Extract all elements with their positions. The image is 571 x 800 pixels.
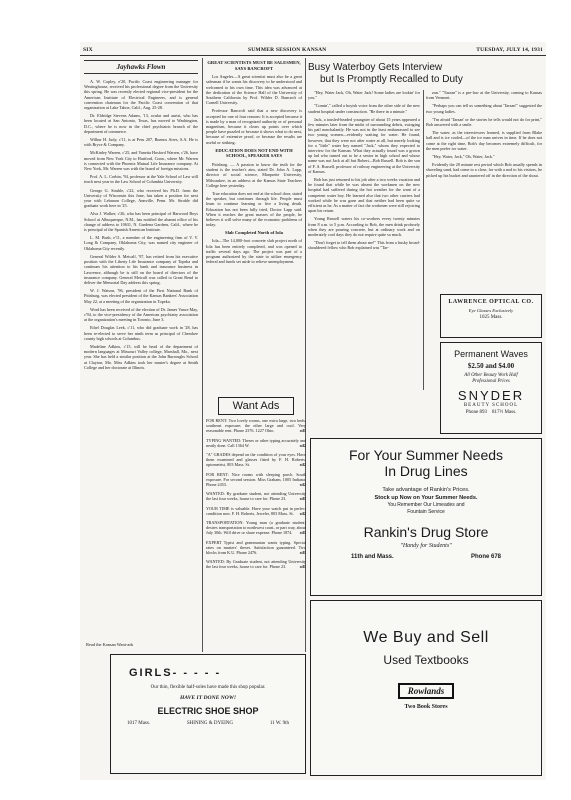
want-ad-item: TYPING WANTED: Theses or other typing accurately and neatly done. Call 1364 W. stl2 bbox=[206, 437, 306, 448]
snyder-name: SNYDER bbox=[457, 388, 525, 403]
snyder-prices: $2.50 and $4.00 bbox=[467, 362, 515, 370]
snyder-phone: Phone 893 bbox=[465, 410, 487, 415]
want-ad-item: "A" GRADES depend on the condition of your eyes. Have them examined and glasses fitted by F. H. Roberts, optometrist, 803 Mass. St. stl2 bbox=[206, 452, 306, 468]
books-line-1: We Buy and Sell bbox=[363, 629, 489, 646]
page-number: SIX bbox=[83, 47, 93, 53]
waterboy-paragraph: Young Russell waters his co-workers every twenty minutes from 8 a.m. to 5 p.m. According to Bob, the men drink profusely when they are pouring concrete, but at ordinary work and on moderately cool days they do not require quite so much. bbox=[308, 216, 420, 238]
jayhawks-paragraph: McKinley Warren, c'25, and Vanetta Hosford Warren, c'26, have moved from New York City to Hartford, Conn., where Mr. Warren is connected with the Phoenix Mutual Life Insurance company. At New York, Mr. Warren was with the board of foreign missions. bbox=[84, 150, 198, 172]
waterboy-paragraph: "Hey, Water Jack, Oh, Water Jack! Some ladies are lookin' for you." bbox=[308, 90, 420, 101]
want-ad-item: FOR RENT: Two lovely rooms, one extra large, two beds, southeast exposure; the other large and cool. Very reasonable rent. Phone 2376. 1227 Ohio. stl1 bbox=[206, 418, 306, 434]
shoe-ad-title: GIRLS- - - - - bbox=[129, 667, 222, 679]
waterboy-paragraph: The water, as the interviewers learned, is supplied from Blake hall and is ice cooled—of the ice man arrives in time. If he does not come at the right time, Bob's day becomes extremely difficult, for the men prefer ice water. bbox=[426, 130, 542, 151]
education-paragraph: Pittsburg. — A passion to know the truth for the student is the teacher's aim, stated Dr. John A. Lapp, director of social science, Marquette University, Milwaukee, in an address at the Kansas State Teachers College here yesterday. bbox=[206, 162, 302, 188]
education-paragraph: True education does not end at the school door, stated the speaker, but continues through life. People must learn to continue learning or live a living death. Education has not been fully tried, Doctor Lapp said. When it reaches the great masses of the people, he believes it will solve many of the economic problems of today. bbox=[206, 191, 302, 228]
jayhawks-paragraph: Word has been received of the election of Dr. James Vance May, c'94, to the vice-presidency of the American psychiatry association at the organization's meeting in Toronto, June 3. bbox=[84, 306, 198, 323]
want-ad-item: WANTED: By Graduate student, not attending University the last four weeks, house to care for. Phone 23. stl1 bbox=[206, 559, 306, 570]
electric-shoe-ad bbox=[110, 654, 306, 774]
optical-tagline: Eye Glasses Exclusively bbox=[468, 308, 514, 313]
snyder-contact bbox=[441, 410, 541, 415]
read-want-ads-line: Read the Kansan Want-ads bbox=[86, 642, 134, 647]
lawrence-optical-ad bbox=[440, 294, 542, 338]
want-ads-heading: Want Ads bbox=[218, 397, 295, 415]
column-rule bbox=[202, 58, 203, 652]
want-ad-item: YOUR TIME is valuable. Have your watch put in perfect condition now. F. H. Roberts, Jeweler, 803 Mass. St. stl2 bbox=[206, 505, 306, 516]
jayhawks-paragraph: Prof. A. L. Corbin, '94, professor at the Yale School of Law will teach next year in the Law School of Columbia University. bbox=[84, 174, 198, 185]
masthead bbox=[80, 42, 546, 56]
waterboy-headline bbox=[308, 62, 544, 86]
jayhawks-paragraph: L. M. Bush, e'11, a member of the engineering firm of V. V. Long & Company, Oklahoma City, was named city engineer of Oklahoma City recently. bbox=[84, 235, 198, 251]
want-ad-item: TRANSPORTATION: Young man (a graduate student) desires transportation to northwest coast, or part way, about July 30th. Will drive or share expense. Phone 1874. stl1 bbox=[206, 520, 306, 536]
jayhawks-paragraph: W. J. Watson, '96, president of the First National Bank of Pittsburg, was elected president of the Kansas Bankers' Association May 22, at a meeting of the organization in Topeka. bbox=[84, 288, 198, 304]
jayhawks-paragraph: George G. Struble, c'22, who received his Ph.D. from the University of Wisconsin this June, has taken a position for next year with Lebanon College, Annville, Penn. Mr. Struble did graduate work here in '25. bbox=[84, 187, 198, 209]
snyder-tagline-1: All Other Beauty Work Half bbox=[464, 373, 518, 378]
optical-name: LAWRENCE OPTICAL CO. bbox=[448, 299, 534, 305]
want-ad-item: EXPERT Typist and grammarian wants typing. Special rates on masters' theses. Satisfaction guaranteed. Two blocks from K.U. Phone 2476. stl1 bbox=[206, 539, 306, 556]
column-rule bbox=[423, 90, 424, 390]
snyder-subname: BEAUTY SCHOOL bbox=[463, 403, 519, 408]
waterboy-paragraph: Evidently the 20 minute rest period which Bob usually spends in shoveling sand, had come to a close, for with a nod to his visitors, he picked up his bucket and sauntered off in the direction of the shout. bbox=[426, 162, 542, 178]
shoe-ad-line-2: HAVE IT DONE NOW! bbox=[180, 695, 236, 701]
snyder-beauty-ad bbox=[440, 342, 542, 434]
rowlands-books-ad bbox=[310, 600, 542, 776]
jayhawks-paragraph: Madeline Adkins, c'15, will be head of the department of modern languages at Missouri Valley college, Marshall, Mo., next year. She has held a similar position at the John Burroughs School at Clayton, Mo. Miss Adkins took her master's degree at Smith College and her doctorate at Illinois. bbox=[84, 343, 198, 370]
rankin-line-2: Stock up Now on Your Summer Needs. bbox=[374, 495, 478, 501]
waterboy-paragraph: "Don't forget to tell them about me!" This from a husky broad-shouldered fellow who Bob explained was "Tar- bbox=[308, 240, 420, 251]
books-stores: Two Book Stores bbox=[404, 704, 448, 710]
waterboy-headline-line1: Busy Waterboy Gets Interview bbox=[308, 62, 443, 73]
jayhawks-heading: Jayhawks Flown bbox=[84, 60, 198, 74]
waterboy-paragraph: zan." "Tarzan" is a pre-law at the University, coming to Kansas from Vermont. bbox=[426, 90, 542, 101]
rankin-line-1: Take advantage of Rankin's Prices. bbox=[382, 487, 470, 493]
rankin-slogan: "Handy for Students" bbox=[400, 543, 452, 549]
want-ad-item: WANTED: By graduate student, not attending University the last four weeks, house to care for. Phone 23. stl1 bbox=[206, 491, 306, 502]
waterboy-paragraph: "Hey, Water, Jack," Oh, Water, Jack." bbox=[432, 154, 495, 160]
want-ads-heading-wrap bbox=[206, 396, 306, 415]
want-ads-column bbox=[206, 418, 306, 650]
jayhawks-paragraph: Dr. Eldridge Stevens Adams, '13, ocular and aurist, who has been located at San Antonio, Texas, has moved to Washington, D.C., where he is now in the chief psychiatric branch of the department of commerce. bbox=[84, 113, 198, 134]
snyder-tagline-2: Professional Prices bbox=[472, 379, 510, 384]
waterboy-paragraph: Jack, a tousled-headed youngster of about 15 years appeared a few minutes later from the midst of surrounding debris, swinging his pail nonchalantly. He was not in the least embarrassed to see two young women—evidently waiting for water. He found, however, that they were not after water at all, but merely looking for a "little" water boy named "Jack," whom they expected to interview for the Kansan. What they actually found was a grown up lad who turned out to be a senior in high school and whose name was not Jack at all but Robert—Bob Russell. Bob is the son of F. A. Russell, professor of railway engineering at the University of Kansas. bbox=[308, 116, 420, 174]
issue-date: TUESDAY, JULY 14, 1931 bbox=[476, 47, 543, 53]
rankin-contact bbox=[311, 554, 541, 560]
jayhawks-paragraph: Ethel Douglas Leek, c'11, who did graduate work in '28, has been re-elected to serve her ninth term as principal of Cherokee county high schools at Columbus. bbox=[84, 325, 198, 341]
paper-title: SUMMER SESSION KANSAN bbox=[248, 47, 327, 53]
shoe-services: SHINING & DYEING bbox=[186, 721, 234, 726]
rankin-headline-2: In Drug Lines bbox=[384, 463, 468, 479]
rankin-headline-1: For Your Summer Needs bbox=[348, 447, 504, 463]
rankin-drug-ad bbox=[310, 438, 542, 596]
waterboy-paragraph: "Perhaps you can tell us something about 'Tarzan'" suggested the two young ladies. bbox=[426, 103, 542, 114]
waterboy-paragraph: Bob has just returned to his job after a two weeks vacation and he found that while he was absent the workmen on the new hospital had suffered during the hot weather for the want of a competent water boy. He learned also that two other carriers had worked while he was gone and that neither had been quite so efficient as he. As a matter of fact the workmen were still rejoicing upon his return. bbox=[308, 177, 420, 214]
rankin-line-3: You Remember Our Limeades and bbox=[387, 502, 465, 508]
rankin-address: 11th and Mass. bbox=[351, 554, 394, 560]
jayhawks-column bbox=[84, 60, 198, 650]
scientists-paragraph: Los Angeles—A great scientist must also be a great salesman if he wants his discovery to be understood and welcomed to his own time. This idea was advanced at the dedication of the Science Hall of the University of Southern California by Prof. Wilder D. Bancroft of Cornell University. bbox=[206, 74, 302, 106]
shoe-ad-line-1: Our thin, flexible half-soles have made this shop popular. bbox=[150, 685, 266, 690]
slab-paragraph: Iola—The 14,000-foot concrete slab project north of Iola has been entirely completed, and was opened to traffic several days ago. The project was part of a program authorized by the state to utilize emergency federal and funds set aside to relieve unemployment. bbox=[206, 238, 302, 265]
slab-heading: Slab Completed North of Iola bbox=[225, 230, 283, 236]
scientists-paragraph: Professor Bancroft said that a new discovery is accepted for one of four reasons: It is accepted because it is made by a man of recognized authority or of personal magnetism, because it clears up points over which people have puzzled or because it shows what to do next, because of extensive proof, or because the results are useful or striking. bbox=[206, 108, 302, 145]
newspaper-page bbox=[80, 42, 546, 780]
shoe-shop-contact bbox=[111, 721, 305, 726]
rankin-line-4: Fountain Service bbox=[407, 509, 445, 515]
rankin-store-name: Rankin's Drug Store bbox=[363, 524, 489, 540]
shoe-address-2: 11 W. 9th bbox=[269, 721, 289, 726]
scientists-heading: GREAT SCIENTISTS MUST BE SALESMEN, SAYS BANCROFT bbox=[207, 60, 301, 71]
jayhawks-paragraph: Wilbur H. Judy, c'11, is at Peru 207, Buenos Aires, S.A. He is with Bryce & Company. bbox=[84, 137, 198, 148]
jayhawks-paragraph: A. W. Copley, e'20, Pacific Coast engineering manager for Westinghouse, received his professional degree from the University this spring. He was recently elected regional vice-president for the American Institute of Electrical Engineers, and is general convention chairman for the Pacific Coast convention of that organization at Lake Tahoe, Calif., Aug. 25-28. bbox=[84, 79, 198, 111]
shoe-address-1: 1017 Mass. bbox=[127, 721, 151, 726]
books-line-2: Used Textbooks bbox=[383, 653, 469, 667]
snyder-title: Permanent Waves bbox=[454, 349, 528, 359]
education-heading: EDUCATION DOES NOT END WITH SCHOOL, SPEAKER SAYS bbox=[215, 147, 293, 159]
waterboy-headline-line2: but Is Promptly Recalled to Duty bbox=[320, 74, 463, 85]
waterboy-column-2 bbox=[426, 90, 542, 290]
rankin-phone: Phone 678 bbox=[470, 554, 501, 560]
waterboy-column-1 bbox=[308, 90, 420, 390]
science-column bbox=[206, 60, 302, 390]
waterboy-paragraph: "I'm afraid 'Tarzan' or the stories he tells would not do for print," Bob answered with a smile. bbox=[426, 116, 542, 128]
shoe-shop-name: ELECTRIC SHOE SHOP bbox=[157, 706, 259, 716]
waterboy-paragraph: "Comin'," called a boyish voice from the other side of the new student hospital under construction. "Be there in a minute." bbox=[308, 103, 420, 114]
want-ad-item: FOR RENT: Nice rooms with sleeping porch. South exposure. For second session. Miss Graham, 1005 Indiana. Phone 2453. stl2 bbox=[206, 471, 306, 488]
optical-address: 1025 Mass. bbox=[479, 315, 503, 320]
jayhawks-paragraph: Alva J. Walker, c'26, who has been principal of Harwood Boys School at Albuquerque, N.M., has notified the alumni office of his change of address to 10631, N. Gardena Gardens, Calif., where he is principal of the Spanish American Institute. bbox=[84, 211, 198, 233]
rowlands-logo: Rowlands bbox=[398, 683, 455, 699]
snyder-address: 817½ Mass. bbox=[491, 410, 517, 415]
jayhawks-paragraph: General Wilder S. Metcalf, '97, has retired from his executive position with the Liberty Life Insurance company of Topeka and continues his attention to his bank and insurance business in Lawrence, although he is still on the board of directors of the insurance company. General Metcalf was called to Great Bend to deliver the Memorial Day address this spring. bbox=[84, 253, 198, 285]
